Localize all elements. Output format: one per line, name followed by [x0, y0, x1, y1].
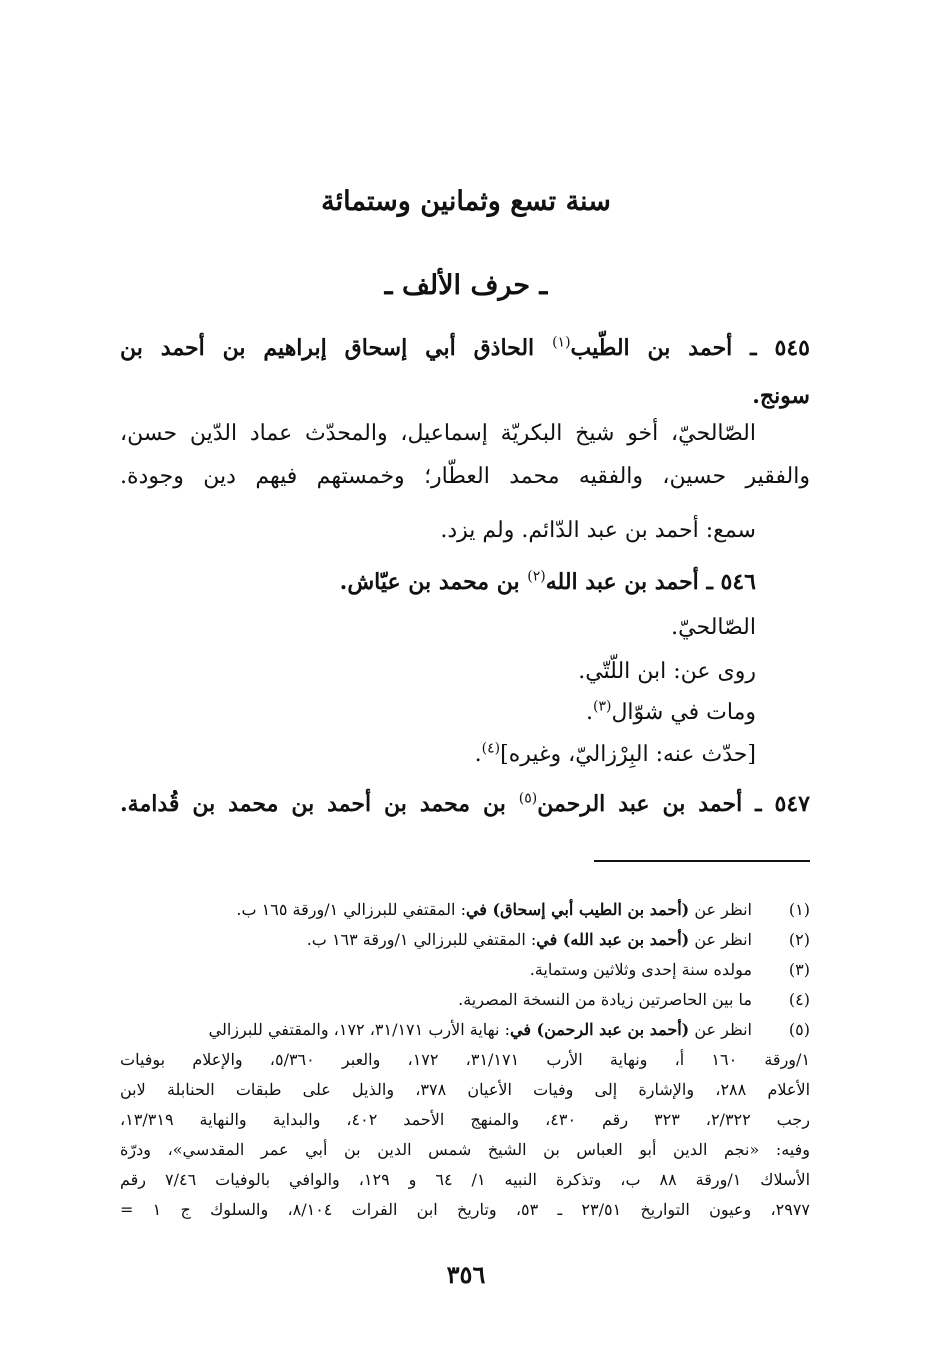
- entry-545-line-1: الصّالحيّ، أخو شيخ البكريّة إسماعيل، والمحدّث عماد الدّين حسن،: [120, 421, 756, 446]
- entry-546-line-1: الصّالحيّ.: [671, 615, 756, 640]
- footnote-text-start: انظر عن: [689, 900, 752, 919]
- footnote-text: [120, 1015, 752, 1045]
- footnote-text: [120, 955, 752, 985]
- footnote-5-continuation-line: الأسلاك ١/ورقة ٨٨ ب، وتذكرة النبيه ١/ ٦٤ و ١٢٩، والوافي بالوفيات ٧/٤٦ رقم: [120, 1170, 810, 1189]
- footnote-5: [120, 1015, 810, 1045]
- footnote-1: [120, 895, 810, 925]
- footnote-5-continuation-line: وفيه: «نجم الدين أبو العباس بن الشيخ شمس الدين بن أبي عمر المقدسي»، ودرّة: [120, 1140, 810, 1159]
- entry-546-line-2: روى عن: ابن اللّتّي.: [578, 659, 756, 684]
- footnote-ref-4: (٤): [481, 740, 501, 757]
- footnote-2: [120, 925, 810, 955]
- footnote-4: [120, 985, 810, 1015]
- entry-545-name: ٥٤٥ ـ أحمد بن الطّيب: [570, 335, 810, 361]
- entry-547-lineage: بن محمد بن أحمد بن محمد بن قُدامة.: [120, 791, 519, 817]
- entry-546-lineage: بن محمد بن عيّاش.: [339, 569, 528, 595]
- footnote-ref-3: (٣): [592, 698, 612, 715]
- entry-546-death-text: ومات في شوّال: [611, 700, 756, 725]
- entry-546-death-end: .: [585, 700, 593, 725]
- footnote-ref-1: (١): [552, 334, 571, 351]
- footnote-5-continuation-line: الأعلام ٢٨٨، والإشارة إلى وفيات الأعيان ٣٧٨، والذيل على طبقات الحنابلة لابن: [120, 1080, 810, 1099]
- year-heading: سنة تسع وثمانين وستمائة: [321, 186, 611, 217]
- footnote-5-continuation-line: ٢٩٧٧، وعيون التواريخ ٢٣/٥١ ـ ٥٣، وتاريخ ابن الفرات ٨/١٠٤، والسلوك ج ١ =: [120, 1200, 810, 1219]
- entry-545-heading: [120, 326, 810, 371]
- footnote-number: (١): [788, 900, 810, 919]
- entry-545-heading-continued: سونج.: [752, 383, 810, 409]
- footnote-text-start: انظر عن: [689, 1020, 752, 1039]
- entry-546-narrators: [حدّث عنه: البِرْزاليّ، وغيره]: [500, 742, 756, 767]
- footnote-source: : المقتفي للبرزالي ١/ورقة ١٦٣ ب.: [306, 930, 537, 949]
- footnote-subject: (أحمد بن عبد الرحمن) في: [509, 1020, 690, 1039]
- footnote-source: : نهاية الأرب ٣١/١٧١، ١٧٢، والمقتفي للبرزالي: [208, 1020, 510, 1039]
- footnote-text: [120, 925, 752, 955]
- footnote-ref-5: (٥): [518, 790, 538, 807]
- footnote-ref-2: (٢): [527, 568, 546, 585]
- footnote-5-continuation-line: ١/ورقة ١٦٠ أ، ونهاية الأرب ٣١/١٧١، ١٧٢، والعبر ٥/٣٦٠، والإعلام بوفيات: [120, 1050, 810, 1069]
- footnote-number: (٢): [788, 930, 810, 949]
- footnote-3: [120, 955, 810, 985]
- footnote-separator: [594, 860, 810, 862]
- footnote-number: (٤): [788, 990, 810, 1009]
- entry-546-heading: [120, 560, 756, 605]
- entry-547-heading: [120, 782, 810, 827]
- footnote-text: [120, 985, 752, 1015]
- page-number: ٣٥٦: [446, 1260, 486, 1289]
- footnote-source: : المقتفي للبرزالي ١/ورقة ١٦٥ ب.: [236, 900, 466, 919]
- entry-545-line-2: والفقير حسين، والفقيه محمد العطّار؛ وخمستهم فيهم دين وجودة.: [120, 464, 810, 489]
- section-heading: ـ حرف الألف ـ: [384, 270, 548, 301]
- entry-546-line-4: [120, 732, 756, 777]
- footnote-text-start: ما بين الحاصرتين زيادة من النسخة المصرية.: [458, 990, 752, 1009]
- footnote-5-continuation-line: رجب ٢/٣٢٢، ٣٢٣ رقم ٤٣٠، والمنهج الأحمد ٤٠٢، والبداية والنهاية ١٣/٣١٩،: [120, 1110, 810, 1129]
- footnote-text-start: انظر عن: [689, 930, 752, 949]
- entry-546-line-3: [120, 690, 756, 735]
- footnote-subject: (أحمد بن الطيب أبي إسحاق) في: [465, 900, 690, 919]
- footnote-number: (٣): [788, 960, 810, 979]
- footnote-subject: (أحمد بن عبد الله) في: [536, 930, 690, 949]
- entry-545-lineage: الحاذق أبي إسحاق إبراهيم بن أحمد بن: [120, 335, 553, 361]
- entry-546-name: ٥٤٦ ـ أحمد بن عبد الله: [545, 569, 756, 595]
- entry-545-line-3: سمع: أحمد بن عبد الدّائم. ولم يزد.: [440, 518, 756, 543]
- entry-547-name: ٥٤٧ ـ أحمد بن عبد الرحمن: [537, 791, 810, 817]
- footnote-number: (٥): [788, 1020, 810, 1039]
- footnote-text: [120, 895, 752, 925]
- footnote-text-start: مولده سنة إحدى وثلاثين وستماية.: [529, 960, 752, 979]
- entry-546-narrators-end: .: [474, 742, 482, 767]
